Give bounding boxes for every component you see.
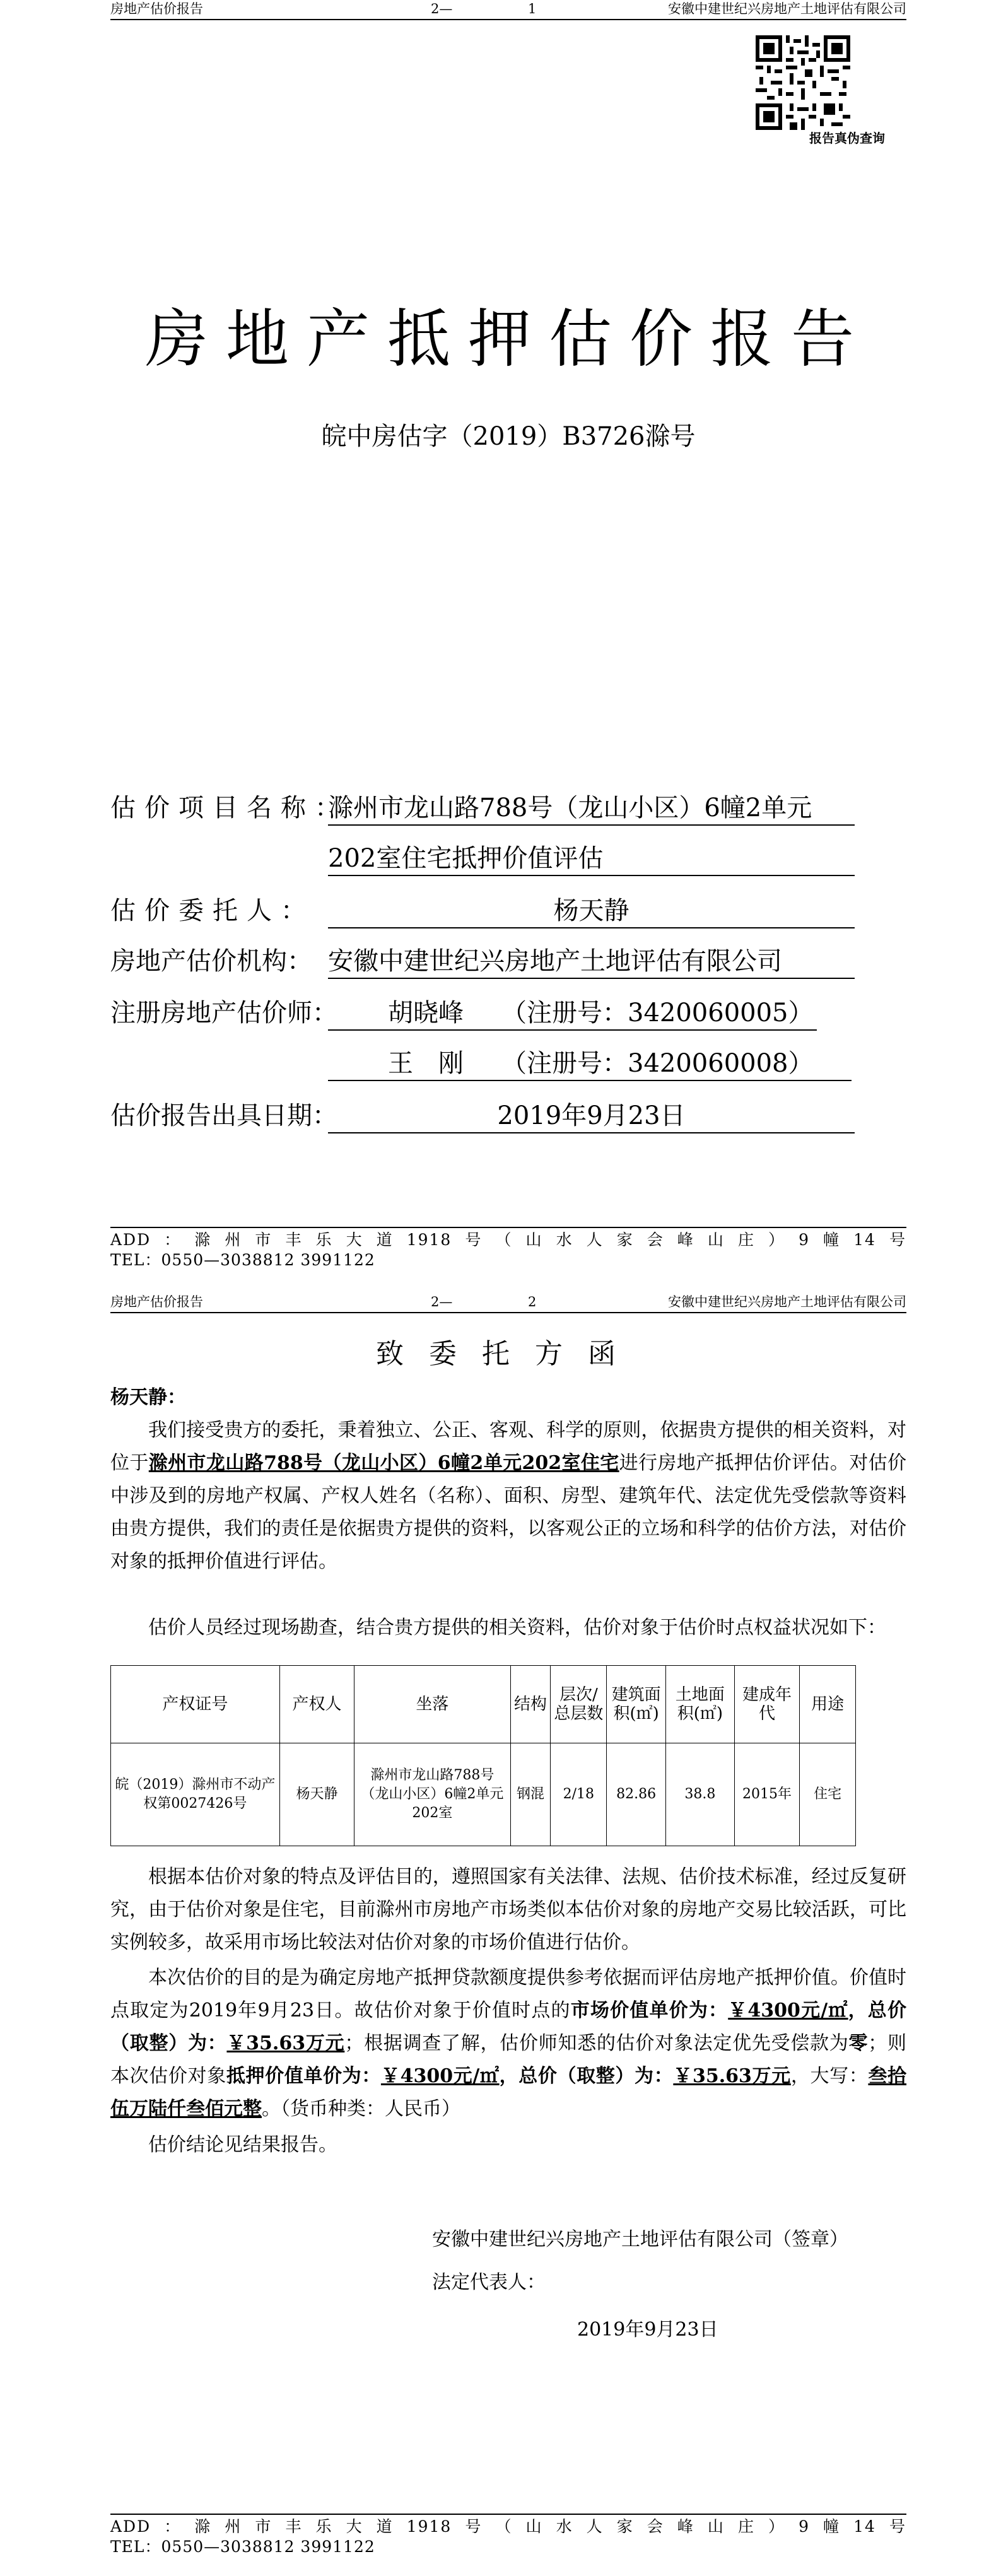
header-report-type: 房地产估价报告 xyxy=(110,1294,203,1309)
property-address: 滁州市龙山路788号（龙山小区）6幢2单元202室住宅 xyxy=(148,1452,619,1474)
appraiser1-name: 胡晓峰 xyxy=(388,998,464,1027)
qr-code-icon[interactable] xyxy=(756,35,850,130)
appraiser1-line xyxy=(328,997,817,1031)
table-header-cell: 坐落 xyxy=(354,1666,511,1743)
document-number: 皖中房估字（2019）B3726滁号 xyxy=(321,422,696,451)
client-label: 估价委托人： xyxy=(110,896,315,925)
header-page-total: 2— xyxy=(431,1294,453,1309)
letter-page xyxy=(0,1293,1001,2576)
project-name-value-line2: 202室住宅抵押价值评估 xyxy=(328,842,855,876)
property-info-table xyxy=(110,1665,856,1846)
cert-number-cell: 皖（2019）滁州市不动产权第0027426号 xyxy=(111,1743,280,1846)
mortgage-total-price: ￥35.63万元 xyxy=(673,2065,791,2087)
table-header-cell: 结构 xyxy=(510,1666,551,1743)
agency-value: 安徽中建世纪兴房地产土地评估有限公司 xyxy=(328,945,855,979)
table-row xyxy=(111,1743,856,1846)
paragraph-4: 本次估价的目的是为确定房地产抵押贷款额度提供参考依据而评估房地产抵押价值。价值时点取定为2019年9月23日。故估价对象于价值时点的市场价值单价为：￥4300元/㎡，总价（取整）为：￥35.63万元；根据调查了解，估价师知悉的估价对象法定优先受偿款为零；则本次估价对象抵押价值单价为：￥4300元/㎡，总价（取整）为：￥35.63万元，大写：叁拾伍万陆仟叁佰元整。（货币种类：人民币） xyxy=(110,1967,907,2120)
header-page-number: 2 xyxy=(528,1294,537,1309)
signature-representative: 法定代表人： xyxy=(432,2271,546,2293)
land-area-cell: 38.8 xyxy=(666,1743,735,1846)
running-header xyxy=(110,0,906,20)
running-header xyxy=(110,1293,906,1313)
appraiser2-line xyxy=(328,1047,852,1081)
signature-company: 安徽中建世纪兴房地产土地评估有限公司（签章） xyxy=(432,2228,848,2251)
building-area-cell: 82.86 xyxy=(607,1743,666,1846)
structure-cell: 钢混 xyxy=(510,1743,551,1846)
salutation: 杨天静： xyxy=(110,1386,186,1408)
project-name-label: 估价项目名称： xyxy=(110,793,349,823)
header-page-number: 1 xyxy=(528,1,537,16)
table-header-row xyxy=(111,1666,856,1743)
appraiser2-reg: （注册号：3420060008） xyxy=(501,1049,814,1078)
built-year-cell: 2015年 xyxy=(734,1743,800,1846)
footer-phone: TEL：0550—3038812 3991122 xyxy=(110,2538,375,2556)
header-page-total: 2— xyxy=(431,1,453,16)
table-header-cell: 建成年代 xyxy=(734,1666,800,1743)
paragraph-2: 估价人员经过现场勘查，结合贵方提供的相关资料，估价对象于估价时点权益状况如下： xyxy=(148,1617,886,1639)
owner-cell: 杨天静 xyxy=(279,1743,354,1846)
paragraph-3: 根据本估价对象的特点及评估目的，遵照国家有关法律、法规、估价技术标准，经过反复研究，由于估价对象是住宅，目前滁州市房地产市场类似本估价对象的房地产交易比较活跃，可比实例较多，故采用市场比较法对估价对象的市场价值进行估价。 xyxy=(110,1866,906,1953)
header-report-type: 房地产估价报告 xyxy=(110,1,203,16)
footer-phone: TEL：0550—3038812 3991122 xyxy=(110,1251,375,1269)
letter-heading: 致委托方函 xyxy=(376,1338,641,1370)
appraiser2-name: 王 刚 xyxy=(388,1049,464,1078)
header-company: 安徽中建世纪兴房地产土地评估有限公司 xyxy=(668,1294,906,1309)
agency-label: 房地产估价机构： xyxy=(110,947,312,976)
project-name-value-line1: 滁州市龙山路788号（龙山小区）6幢2单元 xyxy=(328,792,855,826)
report-title: 房地产抵押估价报告 xyxy=(145,302,872,376)
table-header-cell: 产权人 xyxy=(279,1666,354,1743)
appraiser-label: 注册房地产估价师： xyxy=(110,998,337,1027)
footer-address: ADD：滁州市丰乐大道1918号（山水人家会峰山庄）9幢14号 xyxy=(110,1231,906,1249)
mortgage-unit-price: ￥4300元/㎡ xyxy=(380,2065,500,2087)
appraiser1-reg: （注册号：3420060005） xyxy=(501,998,814,1027)
market-unit-price: ￥4300元/㎡ xyxy=(728,1999,848,2022)
report-date-value: 2019年9月23日 xyxy=(328,1099,855,1133)
header-company: 安徽中建世纪兴房地产土地评估有限公司 xyxy=(668,1,906,16)
footer-address: ADD：滁州市丰乐大道1918号（山水人家会峰山庄）9幢14号 xyxy=(110,2517,906,2536)
usage-cell: 住宅 xyxy=(800,1743,856,1846)
table-header-cell: 土地面积(㎡) xyxy=(666,1666,735,1743)
market-total-price: ￥35.63万元 xyxy=(226,2032,345,2054)
table-header-cell: 产权证号 xyxy=(111,1666,280,1743)
report-date-label: 估价报告出具日期： xyxy=(110,1101,337,1130)
floor-cell: 2/18 xyxy=(551,1743,607,1846)
total-in-words: 叁拾伍万陆仟叁佰元整 xyxy=(110,2065,907,2120)
paragraph-5: 估价结论见结果报告。 xyxy=(148,2134,337,2156)
table-header-cell: 建筑面积(㎡) xyxy=(607,1666,666,1743)
location-cell: 滁州市龙山路788号（龙山小区）6幢2单元202室 xyxy=(354,1743,511,1846)
paragraph-1: 我们接受贵方的委托，秉着独立、公正、客观、科学的原则，依据贵方提供的相关资料，对位于滁州市龙山路788号（龙山小区）6幢2单元202室住宅进行房地产抵押估价评估。对估价中涉及到的房地产权属、产权人姓名（名称）、面积、房型、建筑年代、法定优先受偿款等资料由贵方提供，我们的责任是依据贵方提供的资料，以客观公正的立场和科学的估价方法，对估价对象的抵押价值进行评估。 xyxy=(110,1419,907,1572)
signature-date: 2019年9月23日 xyxy=(577,2319,718,2341)
client-value: 杨天静 xyxy=(328,894,855,928)
table-header-cell: 层次/总层数 xyxy=(551,1666,607,1743)
qr-caption: 报告真伪查询 xyxy=(809,131,885,146)
table-header-cell: 用途 xyxy=(800,1666,856,1743)
